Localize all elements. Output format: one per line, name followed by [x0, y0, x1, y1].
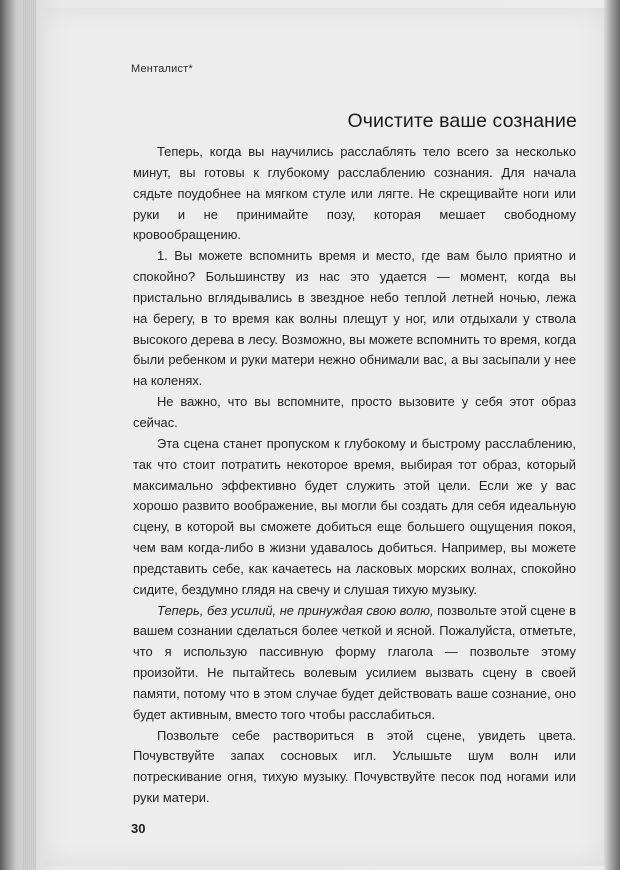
paragraph-effortless-rest: позвольте этой сцене в вашем сознании сделаться более четкой и ясной. Пожалуйста, отметьте, что я использую пассивную форму глагола — позвольте этому произойти. Не пытайтесь волевым усилием вызвать сцену в своей памяти, потому что в этом случае будет действовать ваше сознание, оно будет активным, вместо того чтобы расслабиться. — [133, 602, 576, 722]
section-title: Очистите ваше сознание — [347, 110, 577, 132]
italic-phrase: Теперь, без усилий, не принуждая свою волю, — [157, 602, 434, 618]
paragraph-scene: Эта сцена станет пропуском к глубокому и быстрому расслаблению, так что стоит потратить некоторое время, выбирая тот образ, который максимально эффективно будет служить этой цели. Если же у вас хорошо развито воображение, вы могли бы создать для себя идеальную сцену, в которой вы сможете добиться еще большего ощущения покоя, чем вам когда-либо в жизни удавалось добиться. Например, вы можете представить себе, как качаетесь на ласковых морских волнах, спокойно сидите, бездумно глядя на свечу и слушая тихую музыку. — [133, 435, 576, 597]
paragraph-remember: Не важно, что вы вспомните, просто вызовите у себя этот образ сейчас. — [133, 394, 576, 430]
page-number: 30 — [131, 821, 146, 836]
running-head: Менталист* — [131, 63, 193, 75]
binding-shadow — [604, 0, 620, 870]
body-text — [133, 142, 576, 809]
page-stack-edge — [22, 0, 36, 870]
paragraph-dissolve: Позвольте себе раствориться в этой сцене, увидеть цвета. Почувствуйте запах сосновых игл. Услышьте шум волн или потрескивание огня, тихую музыку. Почувствуйте песок под ногами или руки матери. — [133, 727, 576, 806]
paragraph-step-1: 1. Вы можете вспомнить время и место, где вам было приятно и спокойно? Большинству из нас это удается — момент, когда вы пристально вглядывались в звездное небо теплой летней ночью, лежа на берегу, в то время как волны плещут у ног, или отдыхали у ствола высокого дерева в лесу. Возможно, вы можете вспомнить то время, когда были ребенком и руки матери нежно обнимали вас, а вы засыпали у нее на коленях. — [133, 248, 576, 389]
paragraph-intro: Теперь, когда вы научились расслаблять тело всего за несколько минут, вы готовы к глубокому расслаблению сознания. Для начала сядьте поудобнее на мягком стуле или лягте. Не скрещивайте ноги или руки и не принимайте позу, которая мешает свободному кровообращению. — [133, 144, 576, 243]
paragraph-effortless — [133, 601, 576, 726]
